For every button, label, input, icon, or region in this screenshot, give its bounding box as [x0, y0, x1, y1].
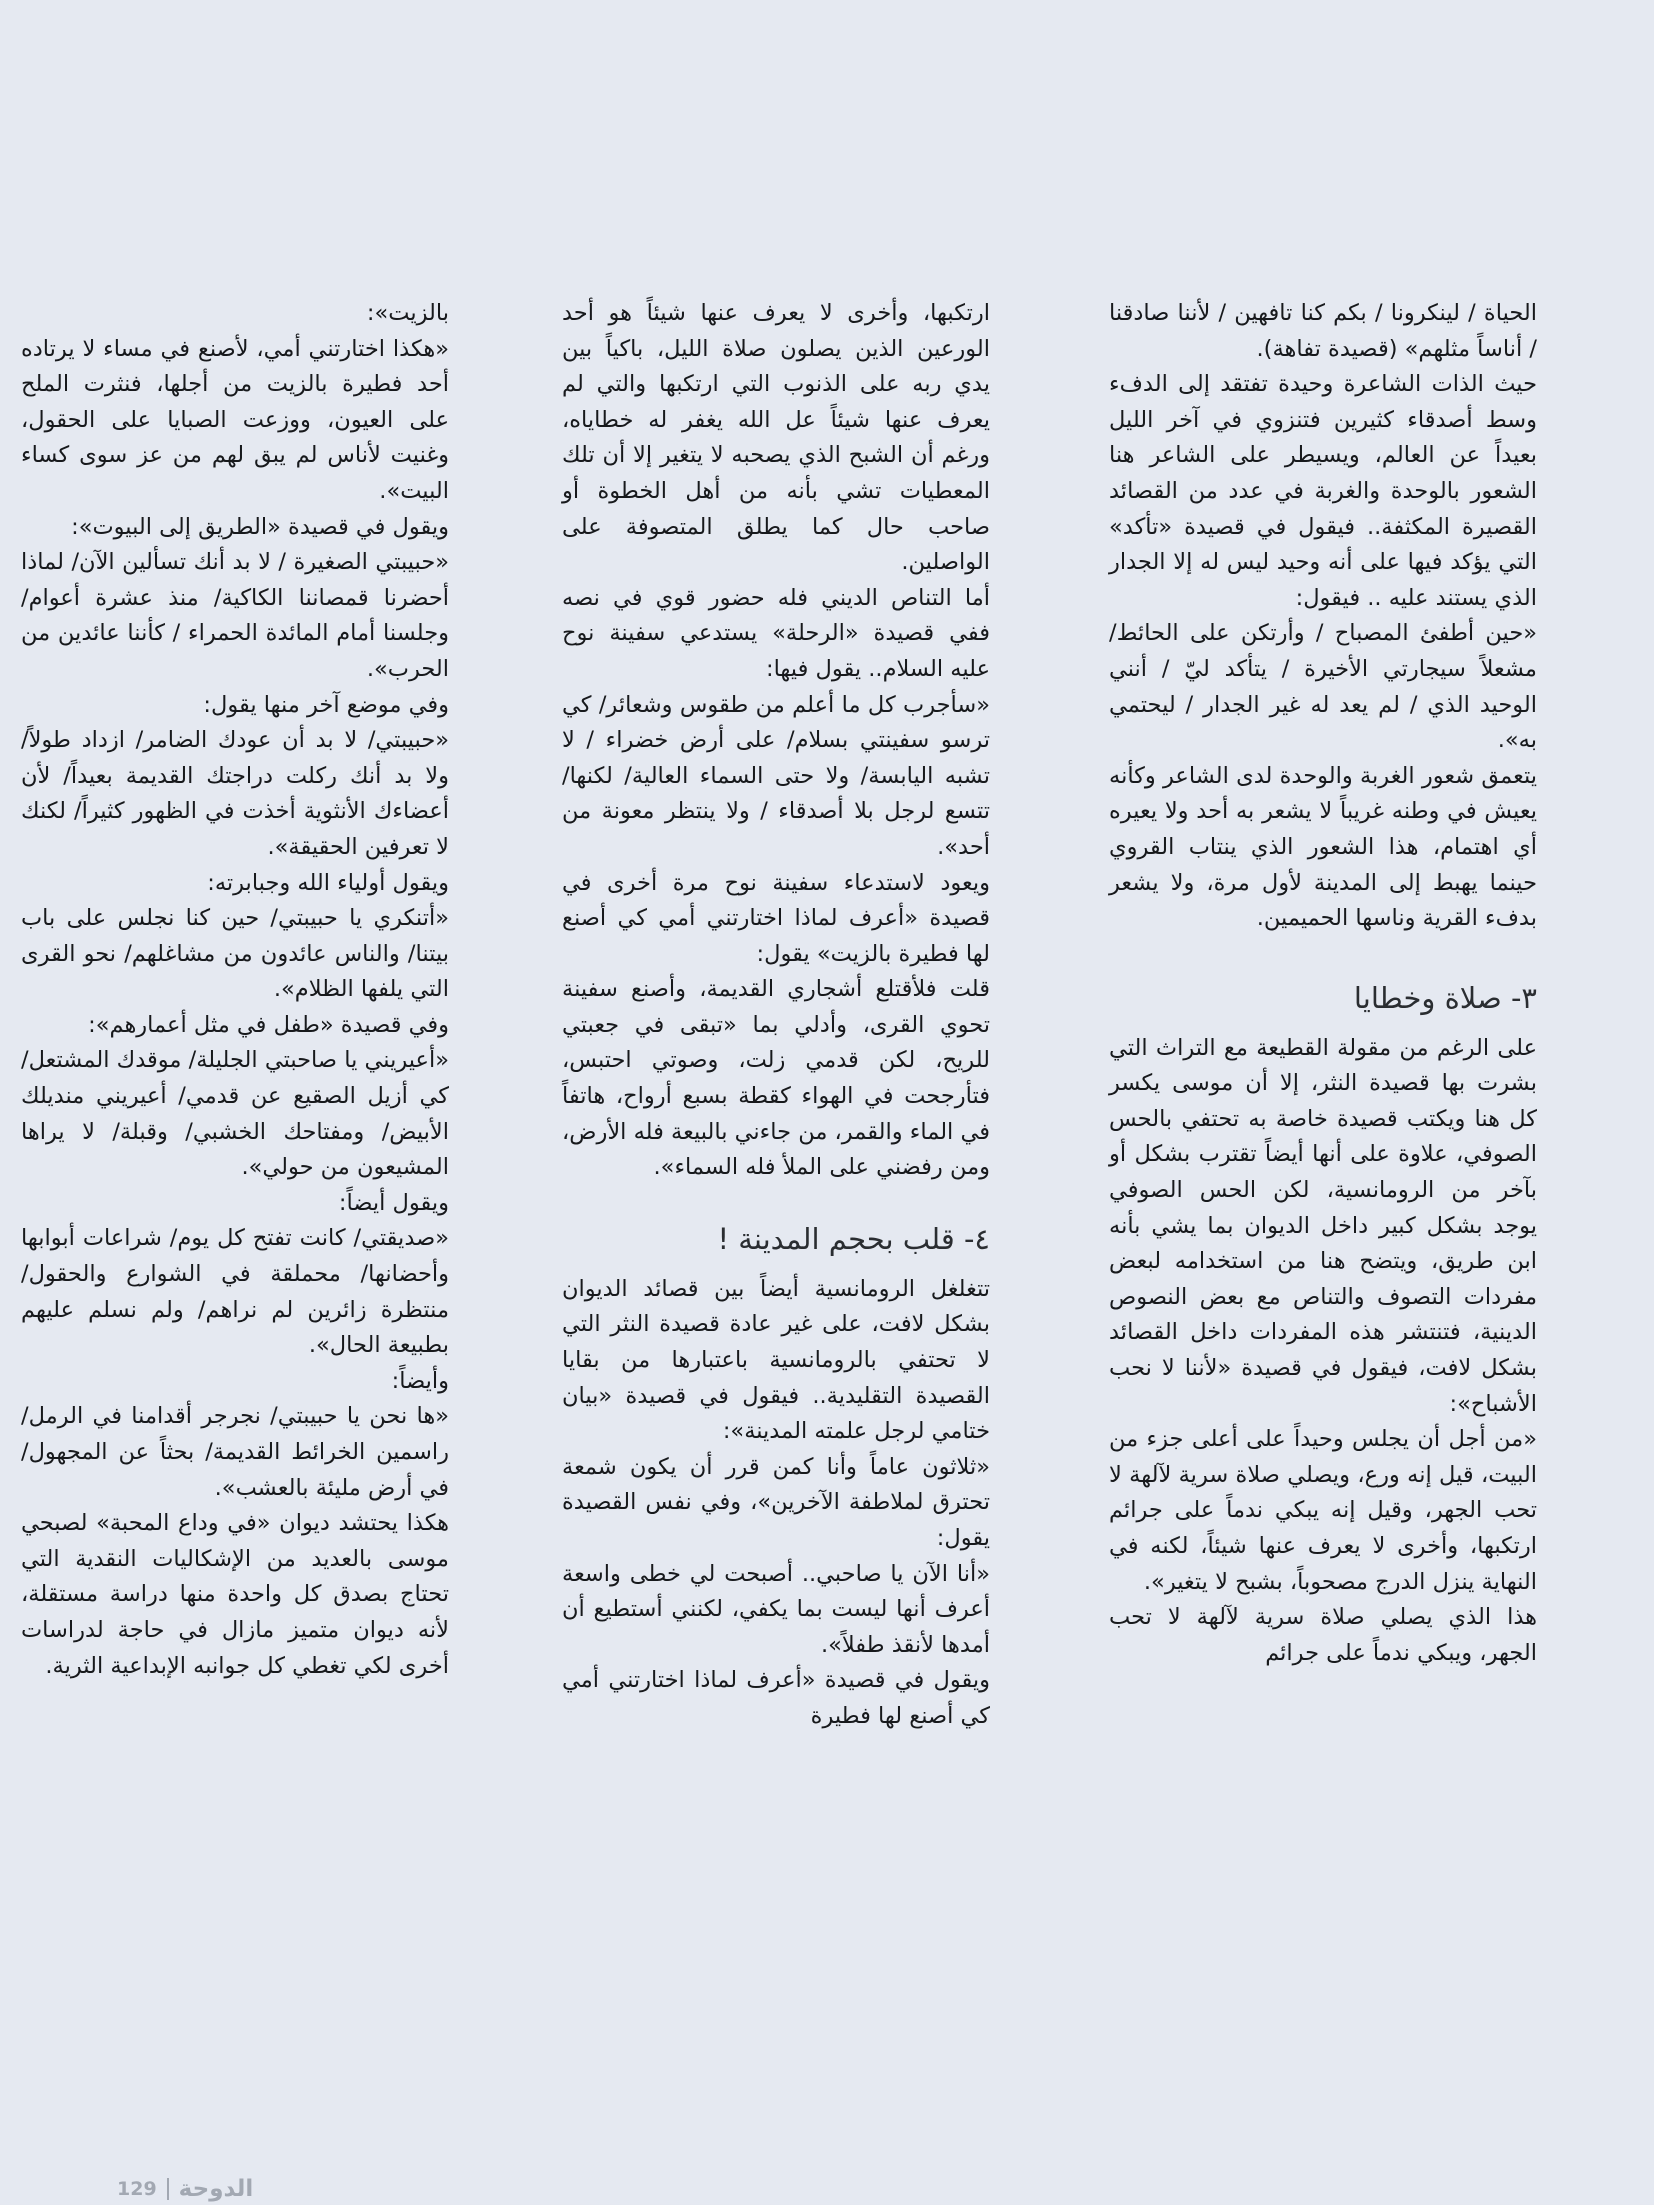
section-heading-3: ٣- صلاة وخطايا [1353, 980, 1537, 1015]
poem-quote: «حين أطفئ المصباح / وأرتكن على الحائط/ مشعلاً سيجارتي الأخيرة / يتأكد ليّ / أنني الوحيد الذي / لم يعد له غير الجدار / ليحتمي به». [1109, 620, 1537, 754]
poem-quote: «من أجل أن يجلس وحيداً على أعلى جزء من البيت، قيل إنه ورع، ويصلي صلاة سرية لآلهة لا تحب الجهر، وقيل إنه يبكي ندماً على جرائم ارتكبها، وأخرى لا يعرف عنها شيئاً، لكنه في النهاية ينزل الدرج مصحوباً، بشبح لا يتغير». [1109, 1426, 1537, 1595]
footer-divider [167, 2178, 169, 2200]
article-column-left [21, 296, 449, 1684]
paragraph: على الرغم من مقولة القطيعة مع التراث التي بشرت بها قصيدة النثر، إلا أن موسى يكسر كل هنا ويكتب قصيدة خاصة به تحتفي بالحس الصوفي، علاوة على أنها أيضاً تقترب بشكل أو بآخر من الرومانسية، لكن الحس الصوفي يوجد بشكل كبير داخل الديوان بما يشي بأنه ابن طريق، ويتضح هنا من استخدامه لبعض مفردات التصوف والتناص مع بعض النصوص الدينية، فتنتشر هذه المفردات داخل القصائد بشكل لافت، فيقول في قصيدة «لأننا لا نحب الأشباح»: [1109, 1034, 1537, 1417]
paragraph: وفي موضع آخر منها يقول: [203, 691, 449, 718]
article-column-middle [562, 296, 990, 1735]
paragraph: ارتكبها، وأخرى لا يعرف عنها شيئاً هو أحد الورعين الذين يصلون صلاة الليل، باكياً بين يدي ربه على الذنوب التي ارتكبها والتي لم يعرف عنها شيئاً عل الله يغفر له خطاياه، ورغم أن الشبح الذي يصحبه لا يتغير إلا أن تلك المعطيات تشي بأنه من أهل الخطوة أو صاحب حال كما يطلق المتصوفة على الواصلين. [562, 300, 990, 576]
paragraph: ويقول أيضاً: [338, 1189, 449, 1216]
paragraph: ويعود لاستدعاء سفينة نوح مرة أخرى في قصيدة «أعرف لماذا اختارتني أمي كي أصنع لها فطيرة بالزيت» يقول: [562, 869, 990, 967]
article-column-right [1109, 296, 1537, 1671]
poem-quote: «حبيبتي الصغيرة / لا بد أنك تسألين الآن/ لماذا أحضرنا قمصاننا الكاكية/ منذ عشرة أعوام/ وجلسنا أمام المائدة الحمراء / كأننا عائدين من الحرب». [21, 549, 449, 682]
poem-quote: «أتنكري يا حبيبتي/ حين كنا نجلس على باب بيتنا/ والناس عائدون من مشاغلهم/ نحو القرى التي يلفها الظلام». [21, 905, 449, 1003]
paragraph: ويقول في قصيدة «أعرف لماذا اختارتني أمي كي أصنع لها فطيرة [562, 1667, 990, 1729]
poem-quote: «حبيبتي/ لا بد أن عودك الضامر/ ازداد طولاً/ ولا بد أنك ركلت دراجتك القديمة بعيداً/ لأن أعضاءك الأنثوية أخذت في الظهور كثيراً/ لكنك لا تعرفين الحقيقة». [21, 727, 449, 860]
poem-quote: «ها نحن يا حبيبتي/ نجرجر أقدامنا في الرمل/ راسمين الخرائط القديمة/ بحثاً عن المجهول/ في أرض مليئة بالعشب». [21, 1403, 449, 1501]
paragraph: الحياة / لينكرونا / بكم كنا تافهين / لأننا صادقنا / أناساً مثلهم» (قصيدة تفاهة). [1109, 300, 1537, 362]
paragraph: هكذا يحتشد ديوان «في وداع المحبة» لصبحي موسى بالعديد من الإشكاليات النقدية التي تحتاج بصدق كل واحدة منها دراسة مستقلة، لأنه ديوان متميز مازال في حاجة لدراسات أخرى لكي تغطي كل جوانبه الإبداعية الثرية. [21, 1510, 449, 1679]
paragraph: وفي قصيدة «طفل في مثل أعمارهم»: [88, 1011, 449, 1038]
poem-quote: «أنا الآن يا صاحبي.. أصبحت لي خطى واسعة أعرف أنها ليست بما يكفي، لكنني أستطيع أن أمدها لأنقذ طفلاً». [562, 1560, 990, 1658]
paragraph: ويقول في قصيدة «الطريق إلى البيوت»: [71, 513, 449, 540]
page-footer [117, 2176, 253, 2202]
paragraph: ويقول أولياء الله وجبابرته: [207, 869, 449, 896]
paragraph: هذا الذي يصلي صلاة سرية لآلهة لا تحب الجهر، ويبكي ندماً على جرائم [1109, 1604, 1537, 1666]
page-number: 129 [117, 2178, 157, 2200]
paragraph: يتعمق شعور الغربة والوحدة لدى الشاعر وكأنه يعيش في وطنه غريباً لا يشعر به أحد ولا يعيره أي اهتمام، هذا الشعور الذي ينتاب القروي حينما يهبط إلى المدينة لأول مرة، ولا يشعر بدفء القرية وناسها الحميمين. [1109, 762, 1537, 932]
poem-quote: قلت فلأقتلع أشجاري القديمة، وأصنع سفينة تحوي القرى، وأدلي بما «تبقى في جعبتي للريح، لكن قدمي زلت، وصوتي احتبس، فتأرجحت في الهواء كقطة بسبع أرواح، هاتفاً في الماء والقمر، من جاءني بالبيعة فله الأرض، ومن رفضني على الملأ فله السماء». [562, 976, 990, 1181]
poem-quote: «سأجرب كل ما أعلم من طقوس وشعائر/ كي ترسو سفينتي بسلام/ على أرض خضراء / لا تشبه اليابسة/ ولا حتى السماء العالية/ لكنها/ تتسع لرجل بلا أصدقاء / ولا ينتظر معونة من أحد». [562, 691, 990, 860]
section-heading-4: ٤- قلب بحجم المدينة ! [717, 1221, 990, 1256]
paragraph: بالزيت»: [366, 300, 449, 326]
paragraph: تتغلغل الرومانسية أيضاً بين قصائد الديوان بشكل لافت، على غير عادة قصيدة النثر التي لا تحتفي بالرومانسية باعتبارها من بقايا القصيدة التقليدية.. فيقول في قصيدة «بيان ختامي لرجل علمته المدينة»: [562, 1275, 990, 1445]
paragraph: حيث الذات الشاعرة وحيدة تفتقد إلى الدفء وسط أصدقاء كثيرين فتنزوي في آخر الليل بعيداً عن العالم، ويسيطر على الشاعر هنا الشعور بالوحدة والغربة في عدد من القصائد القصيرة المكثفة.. فيقول في قصيدة «تأكد» التي يؤكد فيها على أنه وحيد ليس له إلا الجدار الذي يستند عليه .. فيقول: [1109, 371, 1537, 611]
paragraph: وأيضاً: [391, 1367, 449, 1394]
paragraph: أما التناص الديني فله حضور قوي في نصه ففي قصيدة «الرحلة» يستدعي سفينة نوح عليه السلام.. يقول فيها: [562, 584, 990, 682]
poem-quote: «ثلاثون عاماً وأنا كمن قرر أن يكون شمعة تحترق لملاطفة الآخرين»، وفي نفس القصيدة يقول: [562, 1453, 990, 1551]
poem-quote: «صديقتي/ كانت تفتح كل يوم/ شراعات أبوابها وأحضانها/ محملقة في الشوارع والحقول/ منتظرة زائرين لم نراهم/ ولم نسلم عليهم بطبيعة الحال». [21, 1225, 449, 1359]
poem-quote: «أعيريني يا صاحبتي الجليلة/ موقدك المشتعل/ كي أزيل الصقيع عن قدمي/ أعيريني منديلك الأبيض/ ومفتاحك الخشبي/ وقبلة/ لا يراها المشيعون من حولي». [21, 1047, 449, 1181]
poem-quote: «هكذا اختارتني أمي، لأصنع في مساء لا يرتاده أحد فطيرة بالزيت من أجلها، فنثرت الملح على العيون، ووزعت الصبايا على الحقول، وغنيت لأناس لم يبق لهم من عز سوى كساء البيت». [21, 335, 449, 504]
magazine-logo: الدوحة [178, 2176, 254, 2202]
